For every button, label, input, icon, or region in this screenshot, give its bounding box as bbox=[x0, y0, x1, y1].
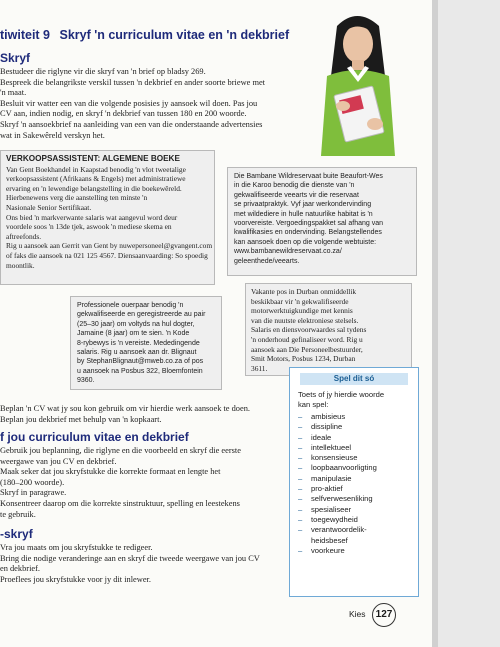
text-line: Hierbenewens verg die aanstelling ten minste 'n bbox=[6, 193, 148, 203]
text-line: Konsentreer daarop om die korrekte sinstruktuur, spelling en leestekens bbox=[0, 498, 240, 508]
text-line: Ons bied 'n markverwante salaris wat aangevul word deur bbox=[6, 212, 178, 222]
text-line: (180–200 woorde). bbox=[0, 477, 65, 487]
text-line: Smit Motors, Posbus 1234, Durban bbox=[251, 354, 356, 364]
text-line: wat in Sakewêreld verskyn het. bbox=[0, 130, 105, 140]
text-line: moontlik. bbox=[6, 260, 35, 270]
list-item: – intellektueel bbox=[298, 442, 352, 452]
text-line: geleenthede/veearts. bbox=[234, 257, 300, 265]
section-herskryf-text bbox=[0, 543, 260, 585]
planning-text bbox=[0, 404, 250, 425]
text-line: Skryf 'n aansoekbrief na aanleiding van een van die onderstaande advertensies bbox=[0, 119, 263, 129]
footer-label: Kies bbox=[349, 609, 366, 619]
text-line: Toets of jy hierdie woorde bbox=[298, 390, 385, 399]
text-line: Jamaine (8 jaar) om te sien. 'n Kode bbox=[77, 330, 190, 338]
spelling-box-title: Spel dit só bbox=[300, 373, 408, 385]
text-line: Rig u aansoek aan Gerrit van Gent by nuwepersoneel@gvangent.com bbox=[6, 241, 213, 251]
text-line: 'n onderhoud gefinaliseer word. Rig u bbox=[251, 334, 363, 344]
job-ad-title: VERKOOPSASSISTENT: ALGEMENE BOEKE bbox=[6, 154, 180, 163]
text-line: Nasionale Senior Sertifikaat. bbox=[6, 202, 92, 212]
activity-number: tiwiteit 9 bbox=[0, 28, 51, 42]
text-line: CV aan, indien nodig, en skryf 'n dekbrief van tussen 180 en 200 woorde. bbox=[0, 109, 247, 119]
text-line: Van Gent Boekhandel in Kaapstad benodig 'n vlot tweetalige bbox=[6, 164, 186, 174]
text-line: met wildediere in hulle natuurlike habitat is 'n bbox=[234, 210, 373, 218]
section-herskryf-title: -skryf bbox=[0, 527, 33, 541]
section-cv-text bbox=[0, 446, 241, 520]
list-item: – selfverwesenliking bbox=[298, 494, 373, 504]
text-line: (25–30 jaar) om voltyds na hul dogter, bbox=[77, 320, 195, 328]
text-line: gekwalifiseerde en geregistreerde au pair bbox=[77, 311, 206, 319]
text-line: voorvereiste. Vergoedingspakket sal afhang van bbox=[234, 220, 384, 228]
text-line: weergawe van jou CV en dekbrief. bbox=[0, 456, 117, 466]
text-line: verkoopsassistent (Afrikaans & Engels) met administratiewe bbox=[6, 174, 186, 184]
spelling-word-list bbox=[298, 412, 377, 556]
text-line: van die nuutste elektroniese stelsels. bbox=[251, 315, 359, 325]
text-line: voordele soos 'n 13de tjek, aswook 'n mediese skema en bbox=[6, 222, 172, 232]
text-line: Maak seker dat jou skryfstukke die korrekte formaat en lengte het bbox=[0, 467, 221, 477]
list-item: heidsbesef bbox=[311, 535, 348, 545]
text-line: Vra jou maats om jou skryfstukke te redigeer. bbox=[0, 543, 153, 552]
spelling-box bbox=[289, 367, 419, 597]
text-line: Vakante pos in Durban onmiddellik bbox=[251, 287, 357, 296]
text-line: salaris. Rig u aansoek aan dr. Blignaut bbox=[77, 349, 197, 357]
text-line: Bring die nodige veranderinge aan en skryf die tweede weergawe van jou CV bbox=[0, 553, 260, 563]
job-ad-motorwerktuigkundige bbox=[245, 283, 412, 376]
job-ad-au-pair bbox=[70, 296, 222, 390]
list-item: – verantwoordelik- bbox=[298, 525, 367, 535]
job-ad-verkoopsassistent bbox=[0, 150, 215, 285]
page-edge bbox=[432, 0, 438, 647]
section-cv-title: f jou curriculum vitae en dekbrief bbox=[0, 430, 189, 444]
list-item: – dissipline bbox=[298, 422, 343, 432]
text-line: Besluit vir watter een van die volgende posisies jy aansoek wil doen. Pas jou bbox=[0, 98, 258, 108]
text-line: 3611. bbox=[251, 363, 268, 373]
text-line: Beplan jou dekbrief met behulp van 'n kopkaart. bbox=[0, 414, 162, 424]
text-line: kwalifikasies en ondervinding. Belangstellendes bbox=[234, 229, 382, 237]
list-item: – spesialiseer bbox=[298, 504, 352, 514]
text-line: beskikbaar vir 'n gekwalifiseerde bbox=[251, 296, 349, 306]
text-line: 8-rybewys is 'n vereiste. Mededingende bbox=[77, 339, 200, 347]
job-ad-veearts bbox=[227, 167, 417, 276]
list-item: – ambisieus bbox=[298, 412, 346, 421]
text-line: Skryf in paragrawe. bbox=[0, 488, 67, 498]
student-photo bbox=[297, 6, 417, 156]
text-line: Gebruik jou beplanning, die riglyne en die voorbeeld en skryf die eerste bbox=[0, 446, 241, 455]
activity-heading bbox=[0, 28, 300, 46]
text-line: aansoek aan Die Personeelbestuurder, bbox=[251, 344, 363, 354]
spelling-box-intro bbox=[298, 390, 384, 410]
list-item: – manipulasie bbox=[298, 473, 352, 483]
list-item: – konsensieuse bbox=[298, 453, 358, 463]
text-line: 9360. bbox=[77, 377, 95, 385]
text-line: se privaatpraktyk. Vyf jaar werkondervinding bbox=[234, 201, 372, 209]
text-line: by StephanBlignaut@mweb.co.za of pos bbox=[77, 358, 204, 366]
text-line: en dekbrief. bbox=[0, 564, 40, 574]
text-line: in die Karoo benodig die dienste van 'n bbox=[234, 182, 355, 190]
section-skryf-title: Skryf bbox=[0, 51, 31, 65]
text-line: gekwalifiseerde veearts vir die reservaat bbox=[234, 191, 359, 199]
text-line: www.bambanewildreservaat.co.za/ bbox=[234, 248, 342, 256]
text-line: of faks die aansoek na 021 125 4567. Diensaanvaarding: So spoedig bbox=[6, 250, 208, 260]
text-line: Salaris en diensvoorwaardes sal tydens bbox=[251, 325, 367, 335]
text-line: Proeflees jou skryfstukke voor jy dit inlewer. bbox=[0, 574, 151, 584]
text-line: te gebruik. bbox=[0, 509, 36, 519]
text-line: u aansoek na Posbus 322, Bloemfontein bbox=[77, 367, 203, 375]
text-line: motorwerktuigkundige met kennis bbox=[251, 306, 353, 316]
page-gutter bbox=[432, 0, 500, 647]
text-line: aftreefonds. bbox=[6, 231, 42, 241]
text-line: Die Bambane Wildreservaat buite Beaufort-Wes bbox=[234, 173, 383, 180]
list-item: – loopbaanvoorligting bbox=[298, 463, 377, 473]
text-line: 'n maat. bbox=[0, 88, 27, 98]
activity-title: Skryf 'n curriculum vitae en 'n dekbrief bbox=[59, 28, 290, 42]
text-line: kan spel: bbox=[298, 400, 329, 409]
list-item: – pro-aktief bbox=[298, 484, 343, 494]
list-item: – toegewydheid bbox=[298, 514, 358, 524]
section-skryf-text bbox=[0, 67, 265, 141]
text-line: Beplan 'n CV wat jy sou kon gebruik om vir hierdie werk aansoek te doen. bbox=[0, 404, 250, 413]
text-line: Bespreek die belangrikste verskil tussen 'n dekbrief en ander soorte briewe met bbox=[0, 77, 265, 87]
text-line: ervaring en 'n lewendige belangstelling in die boekewêreld. bbox=[6, 183, 182, 193]
page-number: 127 bbox=[372, 603, 396, 627]
list-item: – voorkeure bbox=[298, 545, 345, 555]
list-item: – ideale bbox=[298, 432, 332, 442]
text-line: Bestudeer die riglyne vir die skryf van 'n brief op bladsy 269. bbox=[0, 67, 206, 76]
text-line: Professionele ouerpaar benodig 'n bbox=[77, 302, 184, 309]
text-line: kan aansoek doen op die volgende webtuiste: bbox=[234, 238, 377, 246]
